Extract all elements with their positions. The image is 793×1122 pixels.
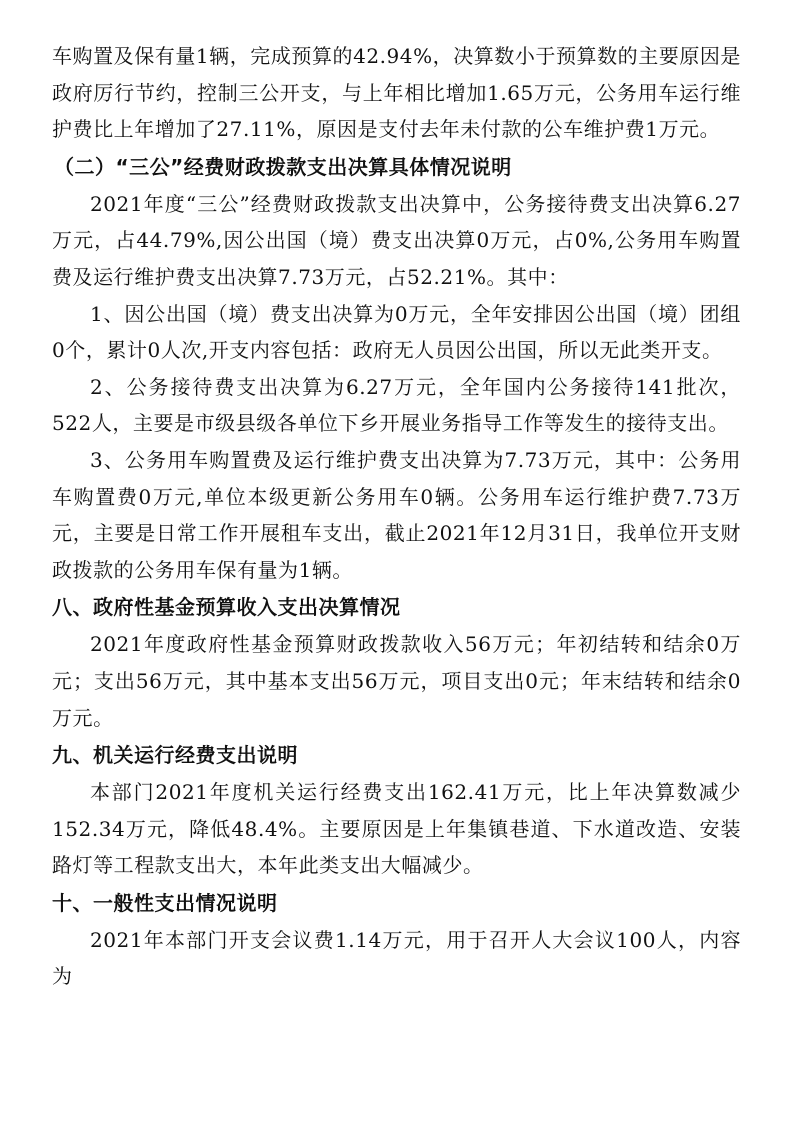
section-heading-operating-expenses: 九、机关运行经费支出说明 <box>52 743 298 768</box>
section-heading-government-fund: 八、政府性基金预算收入支出决算情况 <box>52 595 401 620</box>
paragraph-official-vehicles: 3、公务用车购置费及运行维护费支出决算为7.73万元，其中：公务用车购置费0万元,单位本级更新公务用车0辆。公务用车运行维护费7.73万元，主要是日常工作开展租车支出，截止2021年12月31日，我单位开支财政拨款的公务用车保有量为1辆。 <box>52 447 741 582</box>
paragraph-government-fund: 2021年度政府性基金预算财政拨款收入56万元；年初结转和结余0万元；支出56万元，其中基本支出56万元，项目支出0元；年末结转和结余0万元。 <box>52 632 741 730</box>
paragraph-overseas-travel: 1、因公出国（境）费支出决算为0万元，全年安排因公出国（境）团组0个，累计0人次,开支内容包括：政府无人员因公出国，所以无此类开支。 <box>52 301 741 363</box>
paragraph-reception: 2、公务接待费支出决算为6.27万元，全年国内公务接待141批次，522人，主要是市级县级各单位下乡开展业务指导工作等发生的接待支出。 <box>52 374 741 436</box>
paragraph-vehicle-summary: 车购置及保有量1辆，完成预算的42.94%，决算数小于预算数的主要原因是政府厉行节约，控制三公开支，与上年相比增加1.65万元，公务用车运行维护费比上年增加了27.11%，原因是支付去年未付款的公车维护费1万元。 <box>52 44 741 142</box>
paragraph-operating-expenses: 本部门2021年度机关运行经费支出162.41万元，比上年决算数减少152.34万元，降低48.4%。主要原因是上年集镇巷道、下水道改造、安装路灯等工程款支出大，本年此类支出大幅减少。 <box>52 780 741 878</box>
section-heading-general-expenditure: 十、一般性支出情况说明 <box>52 890 278 915</box>
section-heading-three-public-detail: （二）“三公”经费财政拨款支出决算具体情况说明 <box>54 154 512 179</box>
paragraph-three-public-overview: 2021年度“三公”经费财政拨款支出决算中，公务接待费支出决算6.27万元，占44.79%,因公出国（境）费支出决算0万元，占0%,公务用车购置费及运行维护费支出决算7.73万元，占52.21%。其中： <box>52 191 741 289</box>
paragraph-general-expenditure: 2021年本部门开支会议费1.14万元，用于召开人大会议100人，内容为 <box>52 927 741 989</box>
